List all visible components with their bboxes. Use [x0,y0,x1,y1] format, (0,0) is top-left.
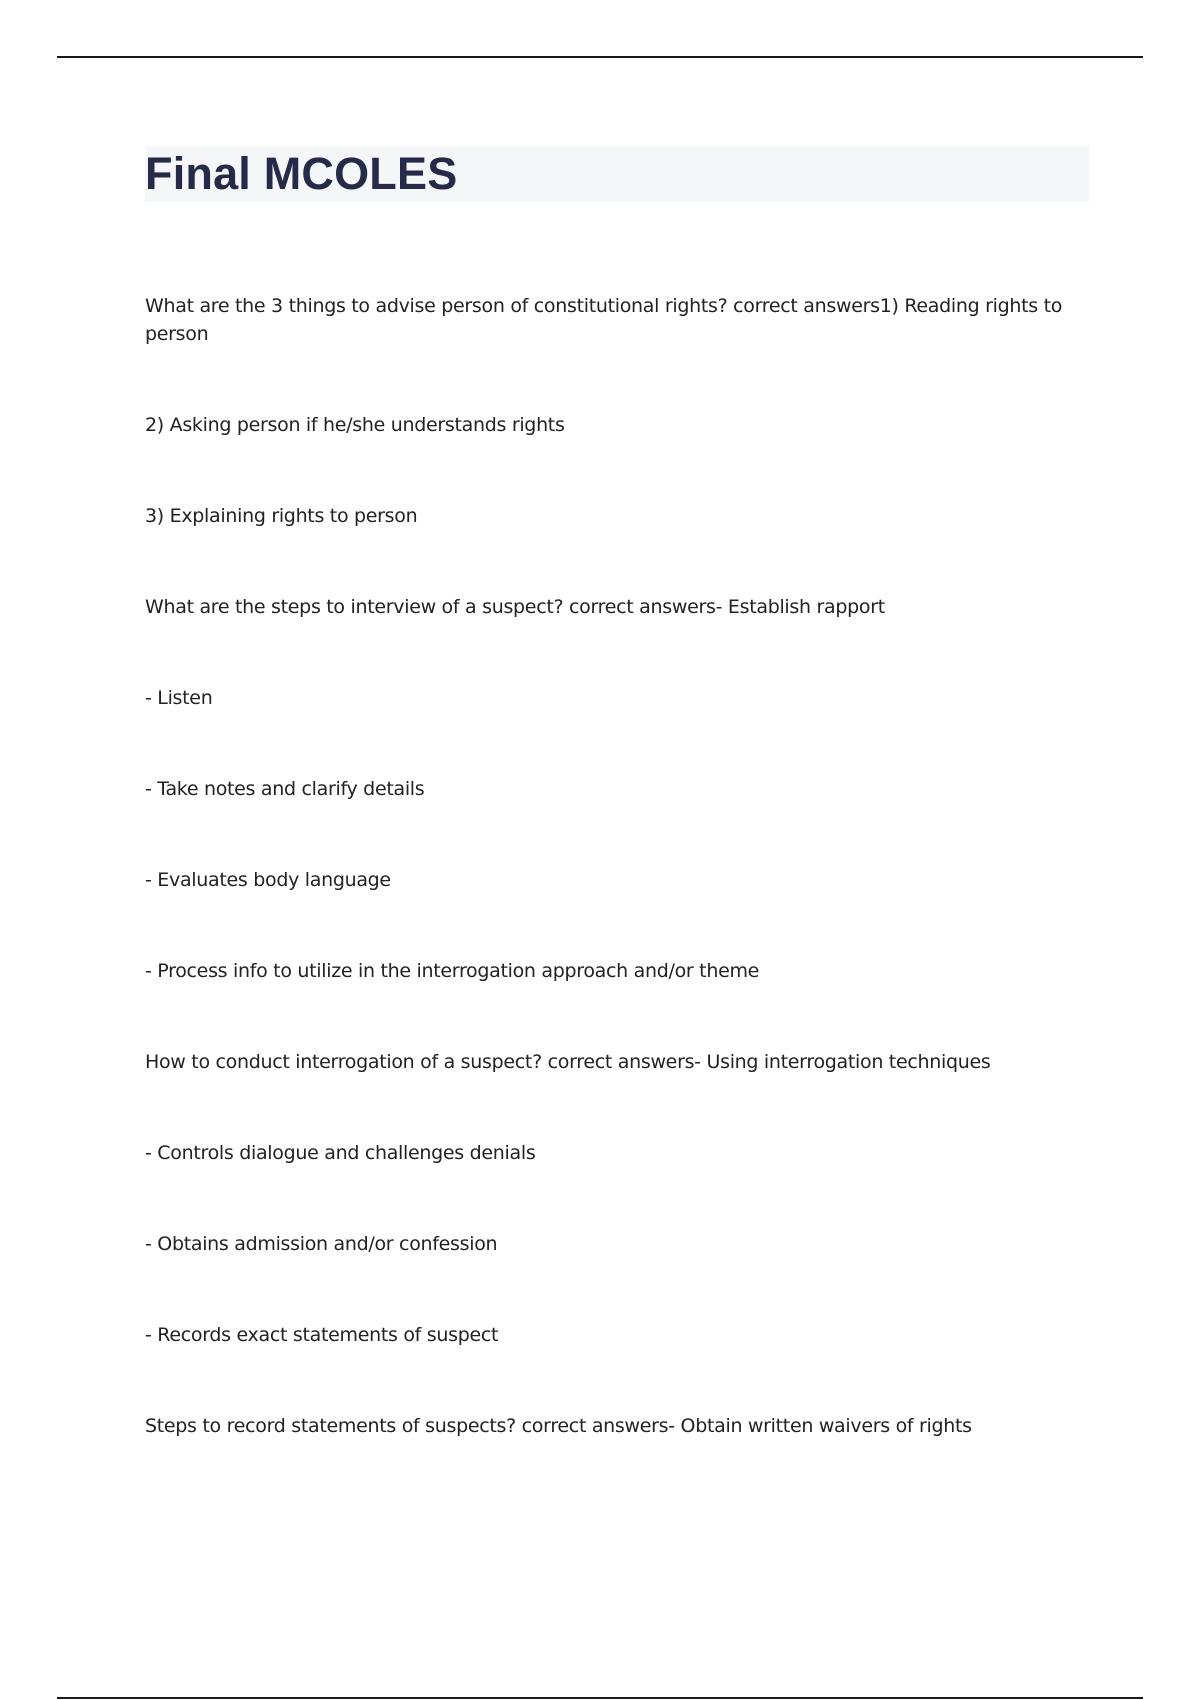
paragraph-answer-item: - Evaluates body language [145,869,391,891]
paragraph-answer-item: 3) Explaining rights to person [145,505,418,527]
paragraph-answer-item: 2) Asking person if he/she understands rights [145,414,565,436]
page-title: Final MCOLES [145,148,458,199]
paragraph-answer-item: - Listen [145,687,213,709]
footer-rule [57,1697,1143,1699]
paragraph-question-1: What are the 3 things to advise person of constitutional rights? correct answers1) Reading rights to person [145,295,1063,345]
paragraph-answer-item: - Obtains admission and/or confession [145,1233,498,1255]
header-rule [57,56,1143,58]
paragraph-answer-item: - Process info to utilize in the interrogation approach and/or theme [145,960,760,982]
title-banner [145,146,1089,202]
paragraph-question-3: How to conduct interrogation of a suspect? correct answers- Using interrogation techniques [145,1051,991,1073]
paragraph-answer-item: - Take notes and clarify details [145,778,425,800]
paragraph-answer-item: - Controls dialogue and challenges denials [145,1142,536,1164]
paragraph-question-4: Steps to record statements of suspects? correct answers- Obtain written waivers of rights [145,1415,972,1437]
paragraph-answer-item: - Records exact statements of suspect [145,1324,499,1346]
paragraph-question-2: What are the steps to interview of a suspect? correct answers- Establish rapport [145,596,885,618]
